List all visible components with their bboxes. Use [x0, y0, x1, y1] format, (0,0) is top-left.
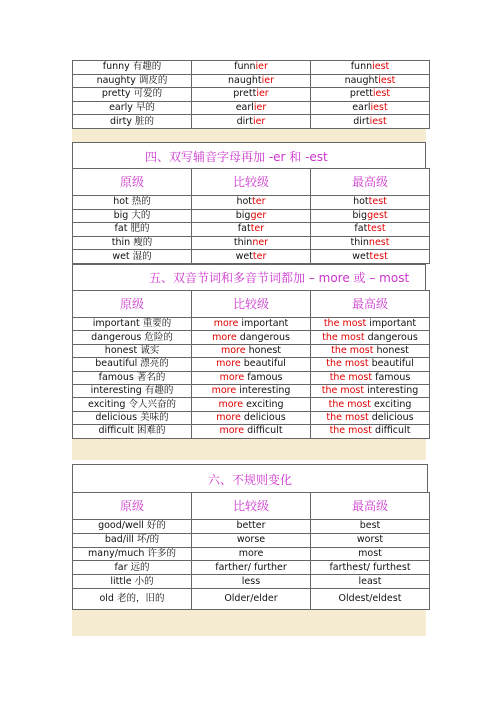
- header-superlative: [311, 169, 430, 196]
- superlative-suffix: test: [368, 196, 387, 208]
- cell-positive: [73, 115, 192, 129]
- positive-word: good/well 好的: [98, 520, 166, 532]
- section6-title-text: 六、不规则变化: [207, 473, 292, 487]
- table-row: [73, 561, 430, 575]
- comparative-suffix: ger: [250, 209, 267, 221]
- superlative-word: famous: [375, 371, 411, 383]
- cell-superlative: [311, 533, 430, 547]
- cell-superlative: [311, 209, 430, 223]
- positive-word: naughty 调皮的: [96, 74, 168, 86]
- positive-word: interesting 有趣的: [90, 385, 174, 397]
- cell-positive: [73, 371, 192, 384]
- positive-word: funny 有趣的: [102, 61, 162, 73]
- more-word: more: [211, 385, 237, 397]
- positive-word: wet 湿的: [112, 250, 152, 262]
- positive-word: dirty 脏的: [110, 115, 154, 127]
- table-row: [73, 520, 430, 534]
- cell-comparative: [192, 344, 311, 357]
- superlative-suffix: gest: [367, 209, 388, 221]
- cell-positive: [73, 318, 192, 331]
- cell-superlative: [311, 74, 430, 88]
- header-positive-label: 原级: [119, 175, 144, 189]
- table-header-row: [73, 291, 430, 318]
- more-word: more: [213, 318, 239, 330]
- superlative-suffix: test: [369, 250, 388, 262]
- positive-word: fat 肥的: [114, 223, 150, 235]
- superlative-word: exciting: [373, 398, 412, 410]
- cell-comparative: [192, 358, 311, 371]
- comparative-word: better: [236, 520, 266, 532]
- most-word: the most: [323, 318, 367, 330]
- comparative-word: Older/elder: [224, 592, 278, 604]
- superlative-stem: thin: [350, 237, 369, 249]
- cell-superlative: [311, 88, 430, 102]
- positive-word: early 早的: [109, 102, 155, 114]
- table-row: [73, 209, 430, 223]
- header-superlative-label: 最高级: [351, 499, 388, 513]
- header-comparative: [192, 169, 311, 196]
- comparative-suffix: ter: [252, 196, 266, 208]
- cell-positive: [73, 236, 192, 250]
- header-positive-label: 原级: [119, 499, 144, 513]
- superlative-suffix: iest: [372, 88, 391, 100]
- comparative-word: beautiful: [243, 358, 286, 370]
- section5-title: [72, 264, 426, 290]
- positive-word: dangerous 危险的: [91, 331, 173, 343]
- header-comparative: [192, 493, 311, 520]
- comparative-stem: earl: [235, 102, 254, 114]
- table-row: [73, 88, 430, 102]
- table-row: [73, 533, 430, 547]
- header-positive: [73, 291, 192, 318]
- cell-comparative: [192, 61, 311, 75]
- more-word: more: [219, 425, 245, 437]
- table-irregular: [72, 492, 430, 610]
- header-positive: [73, 169, 192, 196]
- comparative-stem: thin: [233, 237, 253, 249]
- table-row: [73, 371, 430, 384]
- comparative-stem: dirt: [236, 115, 253, 127]
- header-positive-label: 原级: [119, 297, 144, 311]
- cell-comparative: [192, 588, 311, 609]
- cell-superlative: [311, 358, 430, 371]
- positive-word: delicious 美味的: [95, 411, 169, 423]
- cell-comparative: [192, 533, 311, 547]
- more-word: more: [219, 371, 245, 383]
- table-row: [73, 588, 430, 609]
- cell-comparative: [192, 547, 311, 561]
- header-superlative-label: 最高级: [351, 297, 388, 311]
- comparative-word: exciting: [246, 398, 284, 410]
- superlative-word: important: [369, 318, 417, 330]
- comparative-stem: big: [235, 209, 251, 221]
- table-row: [73, 74, 430, 88]
- table-row: [73, 236, 430, 250]
- cell-positive: [73, 223, 192, 237]
- cell-comparative: [192, 88, 311, 102]
- cell-superlative: [311, 398, 430, 411]
- comparative-word: interesting: [239, 385, 291, 397]
- cell-comparative: [192, 398, 311, 411]
- header-comparative-label: 比较级: [232, 499, 269, 513]
- superlative-word: honest: [376, 344, 409, 356]
- cell-superlative: [311, 101, 430, 115]
- more-word: more: [218, 398, 244, 410]
- superlative-word: dangerous: [367, 331, 418, 343]
- cell-superlative: [311, 575, 430, 589]
- comparative-suffix: ner: [252, 237, 269, 249]
- superlative-suffix: test: [367, 223, 386, 235]
- comparative-stem: fat: [237, 223, 251, 235]
- superlative-word: farthest/ furthest: [329, 561, 411, 573]
- cell-comparative: [192, 371, 311, 384]
- panel-middle: [72, 438, 426, 460]
- table-row: [73, 196, 430, 210]
- cell-comparative: [192, 561, 311, 575]
- comparative-word: famous: [247, 371, 283, 383]
- cell-positive: [73, 588, 192, 609]
- cell-comparative: [192, 250, 311, 264]
- section5-title-text: 五、双音节词和多音节词都加 – more 或 – most: [149, 271, 410, 285]
- cell-superlative: [311, 331, 430, 344]
- cell-positive: [73, 520, 192, 534]
- cell-positive: [73, 411, 192, 424]
- table-header-row: [73, 493, 430, 520]
- header-superlative: [311, 291, 430, 318]
- cell-positive: [73, 209, 192, 223]
- cell-superlative: [311, 318, 430, 331]
- cell-positive: [73, 344, 192, 357]
- more-word: more: [216, 358, 241, 370]
- superlative-stem: funn: [350, 61, 373, 73]
- positive-word: famous 著名的: [98, 371, 166, 383]
- table-row: [73, 101, 430, 115]
- superlative-stem: hot: [353, 196, 369, 208]
- positive-word: far 远的: [114, 561, 150, 573]
- table-row: [73, 318, 430, 331]
- cell-superlative: [311, 520, 430, 534]
- superlative-word: least: [358, 575, 382, 587]
- cell-positive: [73, 331, 192, 344]
- most-word: the most: [321, 385, 365, 397]
- most-word: the most: [329, 371, 373, 383]
- comparative-stem: funn: [234, 61, 256, 73]
- cell-comparative: [192, 318, 311, 331]
- superlative-stem: dirt: [353, 115, 370, 127]
- cell-comparative: [192, 575, 311, 589]
- header-superlative: [311, 493, 430, 520]
- cell-positive: [73, 101, 192, 115]
- cell-comparative: [192, 209, 311, 223]
- header-comparative-label: 比较级: [232, 297, 269, 311]
- cell-comparative: [192, 101, 311, 115]
- cell-positive: [73, 61, 192, 75]
- superlative-word: interesting: [367, 385, 419, 397]
- comparative-suffix: ier: [253, 102, 267, 114]
- cell-superlative: [311, 561, 430, 575]
- section4-title-text: 四、双写辅音字母再加 -er 和 -est: [145, 150, 328, 164]
- cell-superlative: [311, 411, 430, 424]
- cell-positive: [73, 358, 192, 371]
- superlative-stem: big: [352, 209, 368, 221]
- cell-superlative: [311, 371, 430, 384]
- comparative-suffix: ier: [256, 88, 269, 100]
- cell-comparative: [192, 411, 311, 424]
- cell-comparative: [192, 425, 311, 438]
- header-superlative-label: 最高级: [351, 175, 388, 189]
- comparative-word: honest: [248, 344, 281, 356]
- most-word: the most: [326, 358, 369, 370]
- superlative-stem: wet: [352, 250, 370, 262]
- cell-positive: [73, 88, 192, 102]
- cell-positive: [73, 196, 192, 210]
- most-word: the most: [331, 344, 374, 356]
- most-word: the most: [326, 411, 369, 423]
- table-row: [73, 358, 430, 371]
- positive-word: difficult 困难的: [98, 425, 166, 437]
- table-row: [73, 547, 430, 561]
- cell-positive: [73, 575, 192, 589]
- comparative-word: delicious: [243, 411, 286, 423]
- comparative-suffix: ier: [261, 74, 275, 86]
- positive-word: big 大的: [113, 209, 151, 221]
- header-positive: [73, 493, 192, 520]
- superlative-suffix: iest: [369, 115, 387, 127]
- cell-superlative: [311, 223, 430, 237]
- comparative-suffix: ter: [252, 250, 267, 262]
- comparative-word: less: [241, 575, 261, 587]
- cell-comparative: [192, 74, 311, 88]
- table-header-row: [73, 169, 430, 196]
- superlative-suffix: iest: [370, 102, 388, 114]
- comparative-suffix: ier: [255, 61, 268, 73]
- superlative-word: most: [358, 547, 382, 559]
- cell-superlative: [311, 236, 430, 250]
- table-row: [73, 398, 430, 411]
- comparative-word: difficult: [247, 425, 283, 437]
- cell-superlative: [311, 61, 430, 75]
- comparative-stem: prett: [233, 88, 257, 100]
- superlative-word: beautiful: [371, 358, 414, 370]
- comparative-word: more: [238, 547, 264, 559]
- superlative-stem: earl: [352, 102, 371, 114]
- positive-word: bad/ill 坏/的: [104, 534, 160, 546]
- superlative-suffix: iest: [378, 74, 396, 86]
- positive-word: honest 诚实: [104, 344, 160, 356]
- positive-word: little 小的: [110, 575, 154, 587]
- section4-title: [72, 142, 426, 168]
- cell-superlative: [311, 196, 430, 210]
- comparative-word: dangerous: [239, 331, 290, 343]
- table-row: [73, 575, 430, 589]
- comparative-word: farther/ further: [215, 561, 287, 573]
- comparative-stem: hot: [236, 196, 253, 208]
- comparative-suffix: ter: [250, 223, 265, 235]
- comparative-stem: wet: [235, 250, 253, 262]
- superlative-stem: naught: [344, 74, 379, 86]
- superlative-word: difficult: [374, 425, 411, 437]
- table-suffix-ier: [72, 60, 430, 129]
- superlative-word: delicious: [371, 411, 414, 423]
- comparative-word: important: [241, 318, 289, 330]
- comparative-suffix: ier: [252, 115, 266, 127]
- table-row: [73, 384, 430, 397]
- table-more-most: [72, 290, 430, 439]
- more-word: more: [216, 411, 241, 423]
- table-row: [73, 331, 430, 344]
- cell-comparative: [192, 520, 311, 534]
- positive-word: important 重要的: [92, 318, 172, 330]
- table-row: [73, 344, 430, 357]
- cell-superlative: [311, 250, 430, 264]
- positive-word: old 老的，旧的: [99, 592, 165, 604]
- positive-word: beautiful 漂亮的: [95, 358, 169, 370]
- superlative-suffix: nest: [368, 237, 390, 249]
- positive-word: thin 瘦的: [111, 237, 153, 249]
- more-word: more: [220, 344, 246, 356]
- cell-positive: [73, 561, 192, 575]
- table-row: [73, 61, 430, 75]
- superlative-suffix: iest: [372, 61, 390, 73]
- section6-title: [72, 464, 428, 493]
- cell-superlative: [311, 588, 430, 609]
- positive-word: exciting 令人兴奋的: [88, 398, 176, 410]
- cell-superlative: [311, 344, 430, 357]
- table-row: [73, 223, 430, 237]
- positive-word: pretty 可爱的: [101, 88, 163, 100]
- positive-word: many/much 许多的: [88, 547, 176, 559]
- cell-comparative: [192, 196, 311, 210]
- panel-top: [72, 128, 426, 142]
- table-row: [73, 425, 430, 438]
- cell-comparative: [192, 236, 311, 250]
- cell-positive: [73, 74, 192, 88]
- cell-comparative: [192, 223, 311, 237]
- superlative-stem: fat: [354, 223, 368, 235]
- superlative-word: worst: [356, 534, 384, 546]
- table-row: [73, 250, 430, 264]
- cell-positive: [73, 250, 192, 264]
- cell-superlative: [311, 384, 430, 397]
- cell-positive: [73, 398, 192, 411]
- cell-positive: [73, 425, 192, 438]
- cell-comparative: [192, 331, 311, 344]
- cell-positive: [73, 533, 192, 547]
- table-double-consonant: [72, 168, 430, 264]
- cell-comparative: [192, 384, 311, 397]
- most-word: the most: [329, 425, 372, 437]
- comparative-stem: naught: [227, 74, 262, 86]
- cell-comparative: [192, 115, 311, 129]
- cell-superlative: [311, 115, 430, 129]
- cell-positive: [73, 547, 192, 561]
- most-word: the most: [322, 331, 365, 343]
- superlative-word: Oldest/eldest: [338, 592, 402, 604]
- comparative-word: worse: [236, 534, 266, 546]
- table-row: [73, 115, 430, 129]
- panel-bottom: [72, 608, 426, 636]
- cell-superlative: [311, 547, 430, 561]
- superlative-word: best: [359, 520, 381, 532]
- header-comparative: [192, 291, 311, 318]
- positive-word: hot 热的: [113, 196, 151, 208]
- cell-superlative: [311, 425, 430, 438]
- most-word: the most: [328, 398, 371, 410]
- header-comparative-label: 比较级: [232, 175, 269, 189]
- superlative-stem: prett: [349, 88, 373, 100]
- more-word: more: [212, 331, 237, 343]
- cell-positive: [73, 384, 192, 397]
- table-row: [73, 411, 430, 424]
